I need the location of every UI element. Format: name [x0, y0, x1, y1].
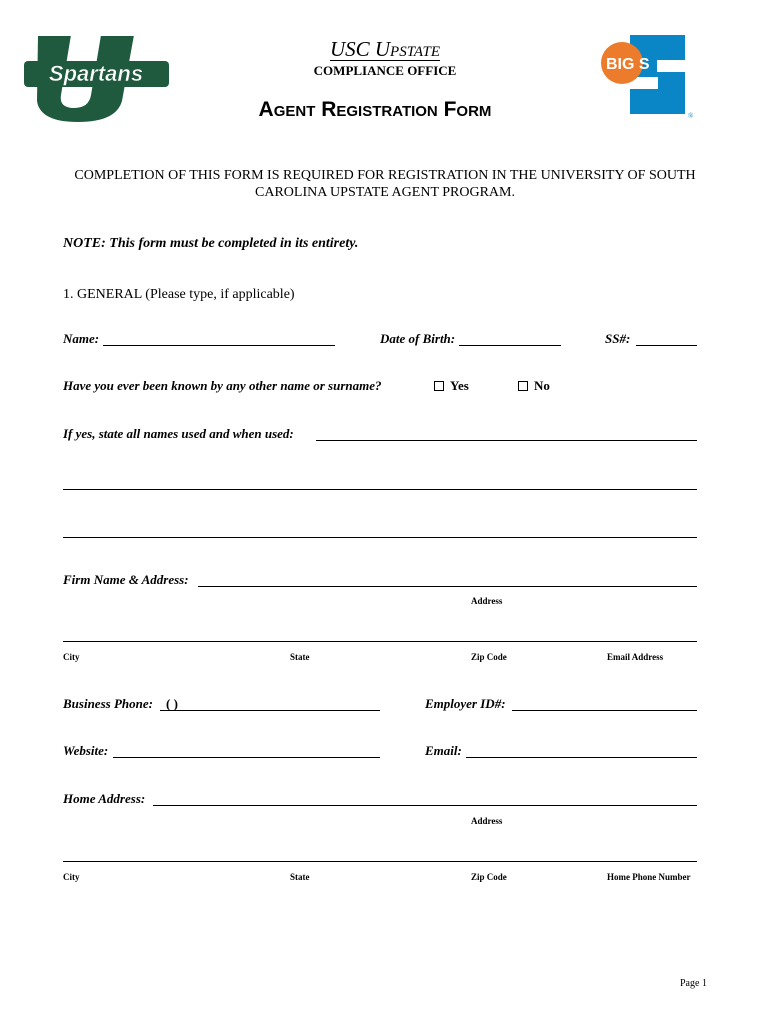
- form-title: Agent Registration Form: [258, 98, 492, 121]
- state-sublabel: State: [290, 652, 310, 662]
- intro-text: COMPLETION OF THIS FORM IS REQUIRED FOR REGISTRATION IN THE UNIVERSITY OF SOUTH CAROLINA UPSTATE AGENT PROGRAM.: [74, 168, 696, 200]
- website-label: Website:: [63, 743, 109, 758]
- names-used-input-3[interactable]: [64, 522, 700, 538]
- home-address-input[interactable]: [154, 790, 700, 806]
- state-sublabel: State: [290, 872, 310, 882]
- firm-input[interactable]: [199, 571, 700, 587]
- ss-label: SS#:: [605, 331, 631, 346]
- office-name: COMPLIANCE OFFICE: [313, 63, 457, 78]
- zip-sublabel: Zip Code: [471, 872, 507, 882]
- employer-id-label: Employer ID#:: [425, 696, 506, 711]
- page-number: Page 1: [680, 978, 707, 989]
- big-s-logo-text: BIG S: [606, 56, 650, 73]
- name-label: Name:: [63, 331, 100, 346]
- section-heading: 1. GENERAL (Please type, if applicable): [63, 287, 295, 302]
- names-used-input[interactable]: [317, 425, 700, 441]
- dob-input[interactable]: [460, 330, 564, 346]
- firm-label: Firm Name & Address:: [63, 572, 189, 587]
- email-address-sublabel: Email Address: [607, 652, 664, 662]
- home-phone-sublabel: Home Phone Number: [607, 872, 691, 882]
- address-sublabel: Address: [471, 596, 503, 606]
- address-sublabel: Address: [471, 816, 503, 826]
- business-phone-input[interactable]: [205, 695, 383, 711]
- names-used-input-2[interactable]: [64, 474, 700, 490]
- big-s-logo: [600, 30, 695, 122]
- email-label: Email:: [425, 743, 462, 758]
- zip-sublabel: Zip Code: [471, 652, 507, 662]
- checkbox-icon: [518, 381, 528, 391]
- no-checkbox[interactable]: No: [518, 378, 550, 394]
- employer-id-input[interactable]: [513, 695, 700, 711]
- email-input[interactable]: [467, 742, 700, 758]
- yes-checkbox[interactable]: Yes: [434, 378, 469, 394]
- home-address-label: Home Address:: [63, 791, 146, 806]
- ss-input[interactable]: [637, 330, 700, 346]
- city-sublabel: City: [63, 652, 80, 662]
- svg-text:Spartans: Spartans: [48, 61, 144, 86]
- svg-text:®: ®: [688, 112, 694, 120]
- city-sublabel: City: [63, 872, 80, 882]
- home-city-input[interactable]: [64, 846, 700, 862]
- note-text: NOTE: This form must be completed in its entirety.: [63, 236, 359, 251]
- name-input[interactable]: [104, 330, 338, 346]
- names-used-label: If yes, state all names used and when used:: [63, 426, 294, 441]
- website-input[interactable]: [114, 742, 383, 758]
- firm-city-input[interactable]: [64, 626, 700, 642]
- area-code-parens: ( ): [166, 696, 178, 711]
- dob-label: Date of Birth:: [380, 331, 456, 346]
- checkbox-icon: [434, 381, 444, 391]
- other-name-question: Have you ever been known by any other name or surname?: [63, 378, 382, 393]
- business-phone-label: Business Phone:: [63, 696, 153, 711]
- org-title: USC Upstate: [329, 37, 441, 61]
